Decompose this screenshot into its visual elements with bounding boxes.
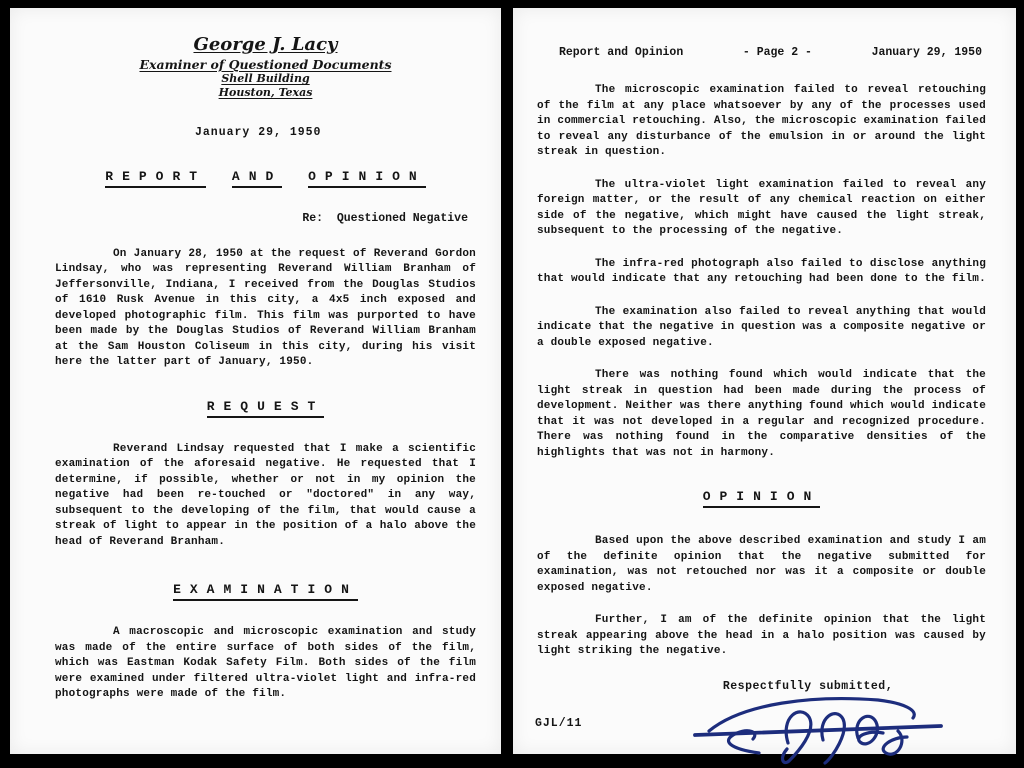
page2-header-title: Report and Opinion xyxy=(559,46,684,59)
heading-word: EXAMINATION xyxy=(173,582,358,601)
microscopic-paragraph: The microscopic examination failed to reveal retouching of the film at any place whatsoever by any of the processes used in commercial retouching. Also, the microscopic examination failed to reveal any disturbance of the emulsion in or around the light streak in question. xyxy=(537,84,986,158)
signature-block xyxy=(658,680,958,768)
heading-word: AND xyxy=(232,169,282,188)
report-page-1 xyxy=(10,8,501,754)
signature-scribble-icon xyxy=(693,691,943,765)
heading-word: REQUEST xyxy=(207,399,325,418)
letterhead-title: Examiner of Questioned Documents xyxy=(139,56,392,72)
heading-word: REPORT xyxy=(105,169,206,188)
letterhead-name: George J. Lacy xyxy=(193,34,338,55)
page2-body xyxy=(537,83,986,461)
letterhead-address-building: Shell Building xyxy=(221,72,310,86)
ultraviolet-paragraph: The ultra-violet light examination failed to reveal any foreign matter, or the result of any chemical reaction on either side of the negative, which might have caused the light streak, subsequent to the processing of the negative. xyxy=(537,178,986,237)
report-and-opinion-heading xyxy=(55,169,476,188)
closing-line: Respectfully submitted, xyxy=(722,679,894,693)
page2-header-date: January 29, 1950 xyxy=(871,46,982,59)
opinion-heading xyxy=(537,489,986,508)
development-paragraph: There was nothing found which would indicate that the light streak in question had been made during the process of development. Neither was there anything found which would indicate that it was not developed in a regular and recognized procedure. There was nothing found in the comparative densities of the highlights that was not in harmony. xyxy=(537,369,986,459)
composite-paragraph: The examination also failed to reveal anything that would indicate that the negative in question was a composite negative or a double exposed negative. xyxy=(537,305,986,349)
letterhead-address-city: Houston, Texas xyxy=(218,85,313,99)
date-line: January 29, 1950 xyxy=(195,125,322,139)
re-subject-line: Re: Questioned Negative xyxy=(302,211,468,225)
examination-paragraph: A macroscopic and microscopic examination and study was made of the entire surface of both sides of the film, which was Eastman Kodak Safety Film. Both sides of the film were examined under filtered ultra-violet light and infra-red photographs were made of the film. xyxy=(55,626,476,701)
page2-header xyxy=(537,46,986,59)
opinion-paragraph-1: Based upon the above described examination and study I am of the definite opinion that the negative submitted for examination, was not retouched nor was it a composite or double exposed negative. xyxy=(537,535,986,594)
heading-word: OPINION xyxy=(703,489,821,508)
intro-paragraph: On January 28, 1950 at the request of Reverand Gordon Lindsay, who was representing Reverand William Branham of Jeffersonville, Indiana, I received from the Douglas Studios of 1610 Rusk Avenue in this city, a 4x5 inch exposed and developed photographic film. This film was purported to have been made by the Douglas Studios of Reverand William Branham at the Sam Houston Coliseum in this city, during his visit here the latter part of January, 1950. xyxy=(55,247,476,369)
letterhead xyxy=(55,34,476,100)
opinion-paragraph-2: Further, I am of the definite opinion that the light streak appearing above the head in a halo position was caused by light striking the negative. xyxy=(537,614,986,657)
heading-word: OPINION xyxy=(308,169,426,188)
report-page-2 xyxy=(513,8,1016,754)
infrared-paragraph: The infra-red photograph also failed to disclose anything that would indicate that any retouching had been done to the film. xyxy=(537,257,986,285)
examination-heading xyxy=(55,582,476,601)
page2-header-page-number: - Page 2 - xyxy=(742,46,812,59)
typist-initials: GJL/11 xyxy=(535,717,583,730)
request-heading xyxy=(55,399,476,418)
request-paragraph: Reverand Lindsay requested that I make a scientific examination of the aforesaid negative. He requested that I determine, if possible, whether or not in my opinion the negative had been re-touched or "doctored" in any way, subsequent to the developing of the film, that would cause a streak of light to appear in the position of a halo above the head of Reverand Branham. xyxy=(55,442,476,548)
